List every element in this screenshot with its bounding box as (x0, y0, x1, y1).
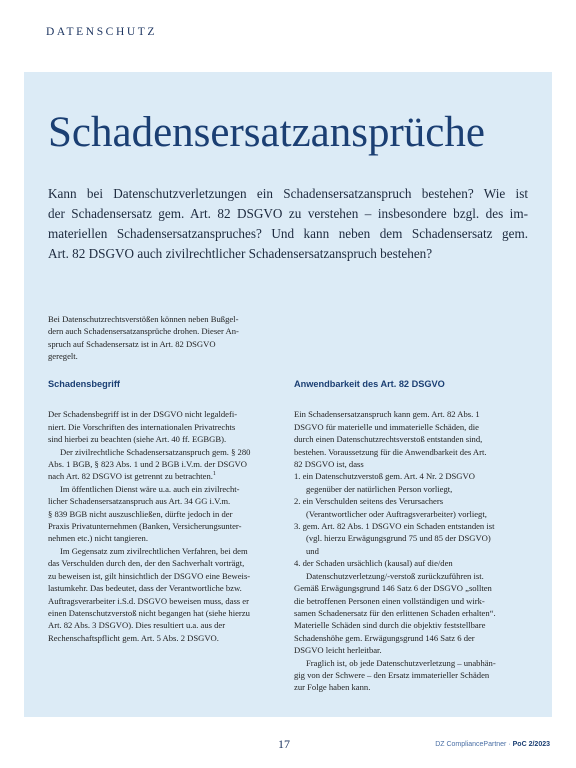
body-line: Gemäß Erwägungsgrund 146 Satz 6 der DSGVO „sollten (294, 583, 492, 594)
body-line: Im öffentlichen Dienst wäre u.a. auch ein zivilrecht- (60, 483, 240, 494)
body-line: Rechenschaftspflicht gem. Art. 5 Abs. 2 DSGVO. (48, 632, 219, 643)
body-line: Ein Schadensersatzanspruch kann gem. Art. 82 Abs. 1 (294, 409, 480, 420)
footer-brand: DZ CompliancePartner (435, 741, 507, 748)
list-item-continuation: gegenüber der natürlichen Person vorliegt, (306, 483, 453, 494)
page-number: 17 (278, 737, 290, 751)
body-line: zu beweisen ist, gilt hinsichtlich der DSGVO eine Beweis- (48, 570, 251, 581)
list-item: 3. gem. Art. 82 Abs. 1 DSGVO ein Schaden entstanden ist (294, 521, 495, 532)
body-line: bestehen. Voraussetzung für die Anwendbarkeit des Art. (294, 446, 487, 457)
body-line: die betroffenen Personen einen vollständigen und wirk- (294, 595, 485, 606)
intro-line: geregelt. (48, 351, 78, 362)
list-item-continuation: Datenschutzverletzung/-verstoß zurückzuführen ist. (306, 570, 484, 581)
body-line: licher Schadensersatzanspruch aus Art. 34 GG i.V.m. (48, 496, 231, 507)
body-line: § 839 BGB nicht auszuschließen, dürfte jedoch in der (48, 508, 233, 519)
publication-footer (435, 741, 550, 748)
list-item: 2. ein Verschulden seitens des Verursachers (294, 496, 444, 507)
body-line: samen Schadenersatz für den erlittenen Schaden erhalten“. (294, 607, 496, 618)
body-line: DSGVO für materielle und immaterielle Schäden, die (294, 421, 479, 432)
lead-line: Art. 82 DSGVO auch zivilrechtlicher Schadensersatzanspruch bestehen? (48, 246, 433, 261)
body-line: niert. Die Vorschriften des internationalen Privatrechts (48, 421, 236, 432)
body-line: nehmen etc.) nicht tangieren. (48, 533, 148, 544)
intro-line: spruch auf Schadensersatz ist in Art. 82 DSGVO (48, 338, 216, 349)
list-item: 4. der Schaden ursächlich (kausal) auf die/den (294, 558, 453, 569)
column-schadensbegriff (48, 378, 280, 644)
list-item-continuation: (vgl. hierzu Erwägungsgrund 75 und 85 der DSGVO) (306, 533, 491, 544)
intro-paragraph (48, 313, 278, 363)
body-line: das Verschulden durch den, der den Sachverhalt vorträgt, (48, 558, 245, 569)
page-title: Schadensersatzansprüche (48, 109, 485, 156)
body-line: durch einen Datenschutzrechtsverstoß entstanden sind, (294, 434, 483, 445)
body-line: Der zivilrechtliche Schadensersatzanspruch gem. § 280 (60, 446, 251, 457)
body-line: einen Datenschutzverstoß nicht begangen hat (siehe hierzu (48, 607, 250, 618)
list-item: 1. ein Datenschutzverstoß gem. Art. 4 Nr. 2 DSGVO (294, 471, 475, 482)
intro-line: Bei Datenschutzrechtsverstößen können neben Bußgel- (48, 314, 239, 324)
footnote-mark: 1 (212, 471, 216, 478)
body-line: DSGVO leicht herleitbar. (294, 645, 382, 656)
body-line: Praxis Privatunternehmen (Banken, Versicherungsunter- (48, 521, 242, 532)
body-line: Materielle Schäden sind durch die objektiv feststellbare (294, 620, 486, 631)
body-line: Art. 82 Abs. 3 DSGVO). Dies resultiert u.a. aus der (48, 620, 226, 631)
body-line: Der Schadensbegriff ist in der DSGVO nicht legaldefi- (48, 409, 238, 420)
list-item-continuation: (Verantwortlicher oder Auftragsverarbeiter) vorliegt, (306, 508, 487, 519)
body-line: Schadenshöhe gem. Erwägungsgrund 146 Satz 6 der (294, 632, 475, 643)
lead-line: der Schadensersatz gem. Art. 82 DSGVO zu verstehen – insbesondere bzgl. des im- (48, 206, 528, 221)
body-line: lastumkehr. Das bedeutet, dass der Verantwortliche bzw. (48, 583, 242, 594)
footer-separator: · (508, 741, 511, 748)
body-line: sind hierbei zu beachten (siehe Art. 40 ff. EGBGB). (48, 434, 227, 445)
section-label: DATENSCHUTZ (46, 26, 158, 38)
body-line: gig von der Schwere – den Ersatz immaterieller Schäden (294, 669, 490, 680)
body-line: Fraglich ist, ob jede Datenschutzverletzung – unabhän- (306, 657, 496, 668)
body-line (48, 470, 280, 482)
footer-issue: PoC 2/2023 (512, 741, 550, 748)
section-heading-schadensbegriff: Schadensbegriff (48, 379, 120, 389)
body-line: Abs. 1 BGB, § 823 Abs. 1 und 2 BGB i.V.m. der DSGVO (48, 459, 247, 470)
body-line-text: nach Art. 82 DSGVO ist getrennt zu betrachten. (48, 471, 213, 482)
intro-line: dern auch Schadensersatzansprüche drohen. Dieser An- (48, 326, 239, 337)
body-line: Im Gegensatz zum zivilrechtlichen Verfahren, bei dem (60, 545, 248, 556)
body-line: zur Folge haben kann. (294, 682, 371, 693)
lead-line: Kann bei Datenschutzverletzungen ein Schadensersatzanspruch bestehen? Wie ist (48, 186, 528, 201)
list-item-continuation: und (306, 545, 319, 556)
lead-paragraph (48, 184, 528, 264)
body-line: Auftragsverarbeiter i.S.d. DSGVO beweisen muss, dass er (48, 595, 249, 606)
body-line: 82 DSGVO ist, dass (294, 459, 364, 470)
section-heading-anwendbarkeit: Anwendbarkeit des Art. 82 DSGVO (294, 379, 445, 389)
lead-line: materiellen Schadensersatzanspruches? Und kann neben dem Schadensersatz gem. (48, 226, 528, 241)
column-anwendbarkeit (294, 378, 526, 694)
